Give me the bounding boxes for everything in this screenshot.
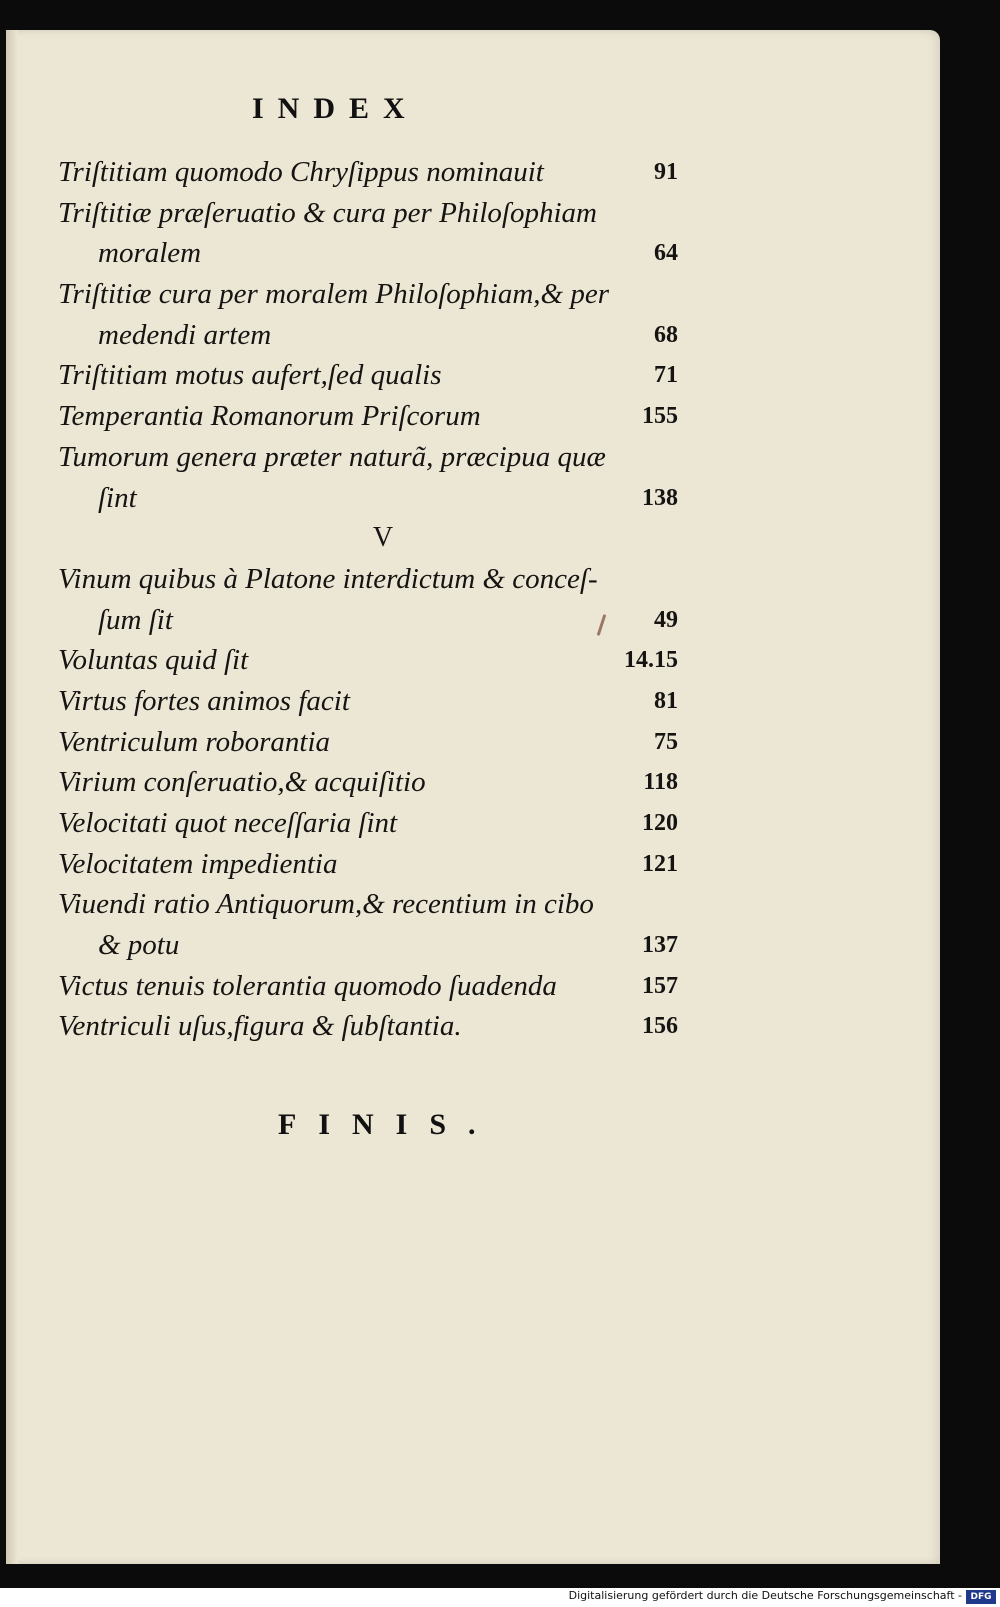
entry-line-continued: medendi artem [98,318,272,351]
entry-line: Ventriculi uſus,figura & ſubſtantia. [58,1010,462,1043]
entry-line: Triſtitiæ cura per moralem Philoſophiam,& per [58,278,610,311]
entry-page-number: 91 [654,159,678,185]
index-list [58,152,678,1047]
entry-page-number: 49 [654,606,678,633]
entry-page-number: 14.15 [624,647,678,674]
entry-page-number: 155 [642,403,678,430]
dfg-logo: DFG [966,1590,996,1604]
entry-line: Temperantia Romanorum Priſcorum [58,400,481,433]
entry-line: Triſtitiam motus aufert,ſed qualis [58,359,442,392]
index-entry [58,274,678,355]
entry-page-number: 120 [642,810,678,836]
entry-line: Tumorum genera præter naturã, præcipua quæ [58,440,606,473]
entry-page-number: 121 [642,850,678,877]
entry-line-continued: ſum ſit [98,603,173,636]
index-entry [58,1006,678,1047]
index-header: INDEX [252,92,419,125]
index-entry [58,722,678,763]
index-entry [58,193,678,274]
index-entry [58,437,678,518]
entry-page-number: 64 [654,240,678,267]
index-entry [58,803,678,844]
entry-line-continued: moralem [98,237,202,270]
entry-page-number: 81 [654,687,678,714]
index-entry [58,559,678,640]
entry-line: Triſtitiæ præſeruatio & cura per Philoſophiam [58,196,597,229]
entry-line: Velocitati quot neceſſaria ſint [58,807,398,839]
index-entry [58,681,678,722]
entry-line: Ventriculum roborantia [58,725,331,758]
entry-page-number: 157 [642,972,678,999]
entry-line: Vinum quibus à Platone interdictum & conceſ- [58,562,598,595]
index-entry [58,355,678,396]
entry-page-number: 71 [654,362,678,389]
entry-page-number: 137 [642,932,678,959]
index-entry [58,396,678,437]
entry-page-number: 75 [654,728,678,755]
entry-line: Velocitatem impedientia [58,847,338,880]
entry-line-continued: ſint [98,481,137,514]
entry-line-continued: & potu [98,929,180,962]
entry-line: Virtus fortes animos facit [58,684,350,717]
section-letter-v: V [372,522,394,554]
index-entry [58,762,678,803]
entry-line: Virium conſeruatio,& acquiſitio [58,766,426,799]
entry-line: Triſtitiam quomodo Chryſippus nominauit [58,156,544,188]
entry-line: Victus tenuis tolerantia quomodo ſuadenda [58,969,557,1002]
digitization-credit: Digitalisierung gefördert durch die Deutsche Forschungsgemeinschaft - [568,1589,962,1602]
entry-page-number: 68 [654,321,678,348]
entry-line: Viuendi ratio Antiquorum,& recentium in cibo [58,888,594,921]
index-entry [58,844,678,885]
index-entry [58,640,678,681]
entry-page-number: 156 [642,1013,678,1040]
index-entry [58,884,678,965]
entry-line: Voluntas quid ſit [58,644,249,677]
finis-text: FINIS. [278,1108,498,1141]
page-gutter [6,30,18,1564]
entry-page-number: 118 [643,769,678,796]
entry-page-number: 138 [642,484,678,511]
index-entry [58,152,678,193]
index-entry [58,966,678,1007]
